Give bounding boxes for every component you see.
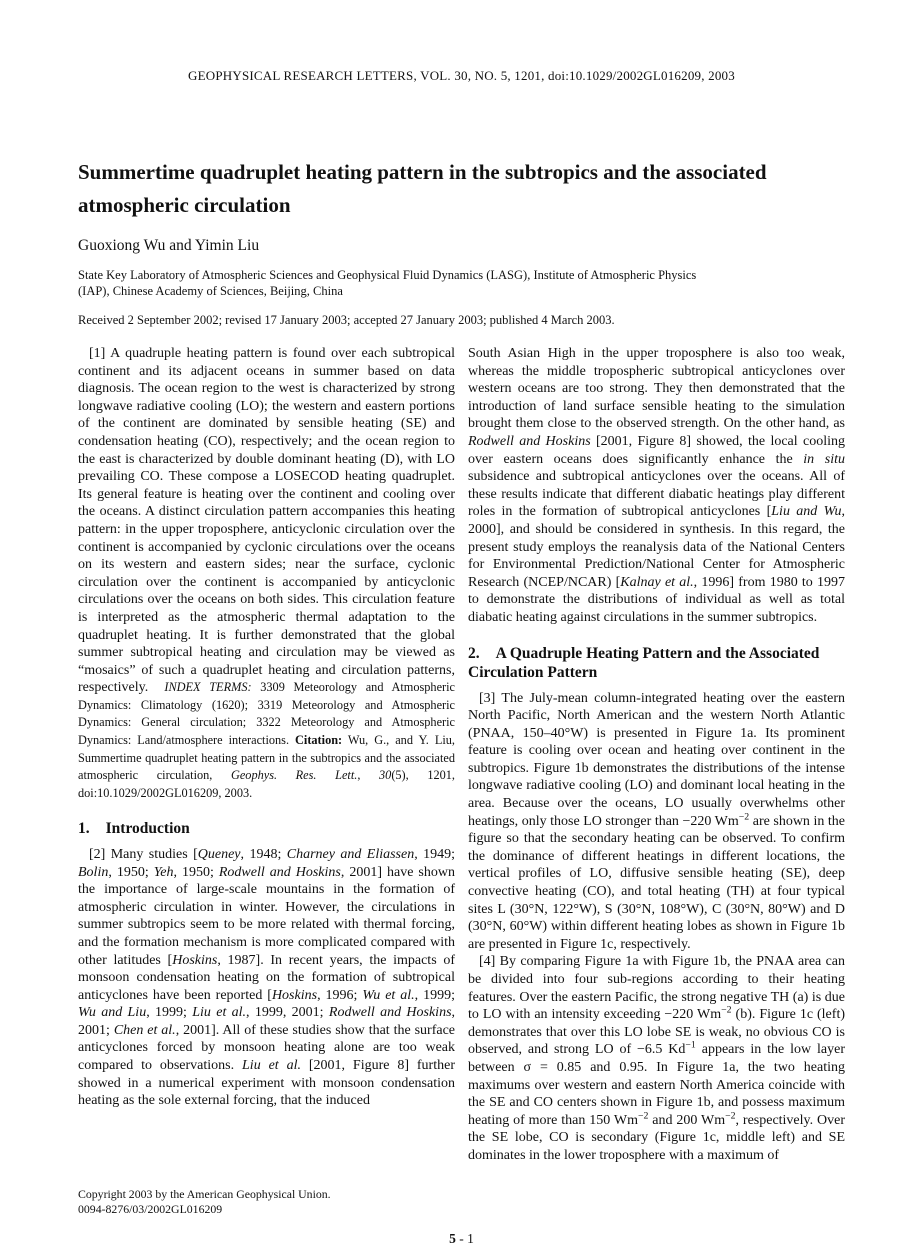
page-number: 5 - 1 [449,1231,474,1246]
section-2-paragraph-3: [3] The July-mean column-integrated heating over the eastern North Pacific, North American and the western North Atlantic (PNAA, 150–40°W) is presented in Figure 1a. Its prominent feature is cooling over ocean and heating over continent in the subtropics. Figure 1b demonstrates the distributions of the intense longwave radiative cooling (LO) and dominant local heating in the area. Because over the oceans, LO usually overwhelms other heatings, only those LO stronger than −220 $Wm^{-2}$ are shown in the figure so that the secondary heating can be observed. To confirm the dominance of different heatings in different locations, the vertical profiles of LO, diffusive sensible heating (SE), deep convective heating (CO), and total heating (TH) at four typical sites L (30°N, 122°W), S (30°N, 108°W), C (30°N, 80°W) and D (30°N, 60°W) within different heating lobes as shown in Figure 1b are presented in Figure 1c, respectively. [468,690,845,952]
article-title: Summertime quadruplet heating pattern in the subtropics and the associated atmospheric circulation [78,160,767,217]
received-dates-line: Received 2 September 2002; revised 17 January 2003; accepted 27 January 2003; published 4 March 2003. [78,313,615,327]
introduction-continuation-paragraph: South Asian High in the upper troposphere is also too weak, whereas the middle tropospheric subtropical anticyclones over western oceans are too strong. They then demonstrated that the introduction of land surface sensible heating to the simulation brought them close to the observed strength. On the other hand, as Rodwell and Hoskins [2001, Figure 8] showed, the local cooling over eastern oceans does significantly enhance the in situ subsidence and subtropical anticyclones over the oceans. All of these results indicate that different diabatic heatings play different roles in the formation of subtropical anticyclones [Liu and Wu, 2000], and should be considered in synthesis. In this regard, the present study employs the reanalysis data of the National Centers for Environmental Prediction/National Center for Atmospheric Research (NCEP/NCAR) [Kalnay et al., 1996] from 1980 to 1997 to demonstrate the distributions of individual as well as total diabatic heating against circulations in the summer subtropics. [468,346,846,625]
two-column-body [78,345,845,1217]
right-column [468,345,845,1217]
introduction-paragraph: [2] Many studies [Queney, 1948; Charney and Eliassen, 1949; Bolin, 1950; Yeh, 1950; Rodwell and Hoskins, 2001] have shown the importance of large-scale mountains in the formation of atmospheric circulation in winter. However, the circulations in summer subtropics seem to be more related with thermal forcing, and the formation mechanism is more complicated compared with other latitudes [Hoskins, 1987]. In recent years, the impacts of monsoon condensation heating on the formation of subtropical anticyclones have been reported [Hoskins, 1996; Wu et al., 1999; Wu and Liu, 1999; Liu et al., 1999, 2001; Rodwell and Hoskins, 2001; Chen et al., 2001]. All of these studies show that the surface anticyclones forced by monsoon heating alone are too weak compared to observations. Liu et al. [2001, Figure 8] further showed in a numerical experiment with monsoon condensation heating as the sole external forcing, that the induced [78,846,456,1109]
abstract-paragraph: [1] A quadruple heating pattern is found over each subtropical continent and its adjacent oceans in summer based on data diagnosis. The ocean region to the west is characterized by strong longwave radiative cooling (LO); the western and eastern portions of the continent are dominated by sensible heating (SE) and condensation heating (CO), respectively; and the ocean region to the east is characterized by double dominant heating (D), with LO prevailing CO. These compose a LOSECOD heating quadruplet. Its general feature is heating over the continent and cooling over the oceans. A distinct circulation pattern accompanies this heating pattern: in the upper troposphere, anticyclonic circulation over the continent is accompanied by cyclonic circulations over the oceans on its western and eastern sides; near the surface, cyclonic circulation over the continent is accompanied by anticyclonic circulations over the oceans on both sides. This circulation feature is interpreted as the atmospheric thermal adaptation to the quadruplet heating. It is further demonstrated that the global summer subtropical heating and circulation may be viewed as “mosaics” of such a quadruplet heating and circulation patterns, respectively. INDEX TERMS: 3309 Meteorology and Atmospheric Dynamics: Climatology (1620); 3319 Meteorology and Atmospheric Dynamics: General circulation; 3322 Meteorology and Atmospheric Dynamics: Land/atmosphere interactions. Citation: Wu, G., and Y. Liu, Summertime quadruplet heating pattern in the subtropics and the associated atmospheric circulation, Geophys. Res. Lett., 30(5), 1201, doi:10.1029/2002GL016209, 2003. [78,346,456,800]
copyright-block [78,1165,455,1217]
section-1-title: Introduction [105,820,190,838]
author-names: Guoxiong Wu and Yimin Liu [78,237,260,254]
section-2-number: 2. [468,644,480,662]
journal-header: GEOPHYSICAL RESEARCH LETTERS, VOL. 30, NO. 5, 1201, doi:10.1029/2002GL016209, 2003 [188,68,735,83]
page-content [78,0,845,1247]
left-column [78,345,455,1217]
author-affiliation: State Key Laboratory of Atmospheric Sciences and Geophysical Fluid Dynamics (LASG), Institute of Atmospheric Physics (IAP), Chinese Academy of Sciences, Beijing, China [78,268,697,298]
issn-doi-line: 0094-8276/03/2002GL016209 [78,1202,223,1217]
section-1-heading [78,819,455,839]
section-2-heading [468,644,845,683]
section-2-paragraph-4: [4] By comparing Figure 1a with Figure 1b, the PNAA area can be divided into four sub-regions according to their heating features. Over the eastern Pacific, the strong negative TH (a) is due to LO with an intensity exceeding −220 $Wm^{-2}$ (b). Figure 1c (left) demonstrates that over this LO lobe SE is weak, no obvious CO is observed, and strong LO of −6.5 $Kd^{-1}$ appears in the low layer between σ = 0.85 and 0.95. In Figure 1a, the two heating maximums over western and eastern North America coincide with the SE and CO centers shown in Figure 1b, and possess maximum heating of more than 150 $Wm^{-2}$ and 200 $Wm^{-2}$, respectively. Over the SE lobe, CO is secondary (Figure 1c, middle left) and SE dominates in the lower troposphere with a maximum of [468,954,845,1163]
section-1-number: 1. [78,820,90,838]
section-2-title: A Quadruple Heating Pattern and the Associated Circulation Pattern [468,644,820,681]
copyright-line: Copyright 2003 by the American Geophysical Union. [78,1187,331,1202]
